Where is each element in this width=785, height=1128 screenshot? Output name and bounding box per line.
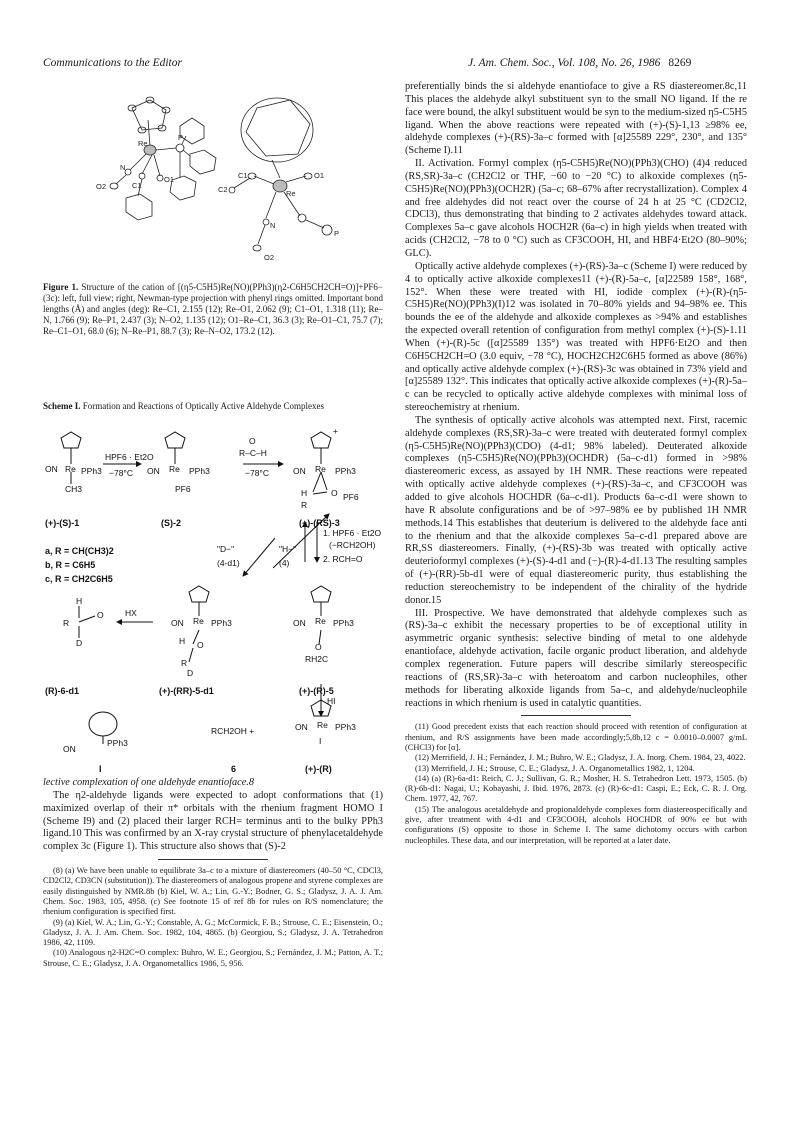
s-pph3-2: PPh3 (189, 466, 210, 476)
s-c6: 6 (231, 764, 237, 774)
s-c3: (+)-(RS)-3 (299, 518, 340, 528)
s-o-5: O (315, 642, 322, 652)
label-re-right: Re (286, 189, 296, 198)
figure-1-caption-text: Structure of the cation of [(η5-C5H5)Re(NO)(PPh3)(η2-C6H5CH2CH=O)]+PF6− (3c): left, full view; right, Newman-type projection with phenyl rings omitted. Important bond lengths (Å) and angles (deg): Re–C1, 2.155 (12); Re–O1, 2.062 (9); C1–O1, 1.318 (11); Re–N, 1.766 (9); Re–P1, 2.437 (3); N–O2, 1.135 (12); O1–Re–C1, 36.3 (3); Re–O1–C1, 75.7 (7); Re–C1–O1, 68.0 (6); N–Re–P1, 88.7 (3); Re–N–O2, 173.2 (12). (43, 282, 383, 337)
s-re-3: Re (315, 464, 326, 474)
label-o1: O1 (164, 175, 175, 184)
label-n-right: N (270, 221, 276, 230)
footnote-12: (12) Merrifield, J. H.; Fernández, J. M.; Buhro, W. E.; Gladysz, J. A. Inorg. Chem. 1984, 23, 4022. (415, 753, 746, 763)
left-paragraph-2: The η2-aldehyde ligands were expected to adopt conformations that (1) maximized overlap of their π* orbitals with the rhenium fragment HOMO I (Scheme I9) and (2) placed their larger RCH= terminus anti to the bulky PPh3 ligand.10 This was confirmed by an X-ray crystal structure of phenylacetaldehyde complex 3c (Figure 1). This structure also shows that (S)-2 (43, 789, 383, 853)
running-header-right (468, 57, 691, 69)
s-on-1: ON (45, 464, 58, 474)
scheme-title (43, 401, 383, 412)
label-c2-right: C2 (218, 185, 228, 194)
label-o2-right: O2 (264, 253, 275, 262)
s-c1: (+)-(S)-1 (45, 518, 80, 528)
s-o-3: O (331, 488, 338, 498)
s-rch2oh: RCH2OH + (211, 726, 255, 736)
s-d4: (4-d1) (217, 558, 240, 568)
s-re-IR: Re (317, 720, 328, 730)
s-o-5d: O (197, 640, 204, 650)
s-hpf6: HPF6 · Et2O (105, 452, 154, 462)
page-number: 8269 (668, 57, 692, 69)
s-on-3: ON (293, 466, 306, 476)
s-re-5d: Re (193, 616, 204, 626)
s-aldehyde: R–C–H (239, 448, 267, 458)
s-pph3-1: PPh3 (81, 466, 102, 476)
s-h4: (4) (279, 558, 290, 568)
s-subst-a: a, R = CH(CH3)2 (45, 546, 114, 556)
footnote-9: (9) (a) Kiel, W. A.; Lin, G.-Y.; Constable, A. G.; McCormick, F. B.; Strouse, C. E.; Eisenstein, O.; Gladysz, J. A. J. Am. Chem. Soc. 1982, 104, 4865. (b) Georgiou, S.; Gladysz, J. A. Tetrahedron 1986, 42, 1109. (43, 917, 383, 948)
footnote-15: (15) The analogous acetaldehyde and propionaldehyde complexes form diastereospecifically and give, after treatment with 4-d1 and CF3COOH, alcohols HOCHDR of 90% ee but with configurations (S) opposite to those in Scheme I. The same dichotomy occurs with carbon nucleophiles. These data, and our interpretation, will be reported at a later date. (405, 804, 747, 845)
s-d-6: D (76, 638, 83, 648)
s-pph3-IR: PPh3 (335, 722, 356, 732)
footnote-11: (11) Good precedent exists that each reaction should proceed with retention of configuration at rhenium, and R/S assignments have been made accordingly;5,8b,12 c = 0.0010–0.0007 g/mL (CHCl3) for [α]. (405, 722, 747, 752)
s-plus-3: + (333, 426, 338, 436)
s-step1: 1. HPF6 · Et2O (323, 528, 382, 538)
s-h-3: H (301, 488, 308, 498)
label-o1-right: O1 (314, 171, 325, 180)
footnote-10: (10) Analogous η2-H2C=O complex: Buhro, W. E.; Georgiou, S.; Fernández, J. M.; Patton, A. T.; Strouse, C. E.; Gladysz, J. A. Organometallics 1986, 5, 956. (43, 948, 383, 968)
s-c6d: (R)-6-d1 (45, 686, 79, 696)
footnote-rule-left (158, 859, 268, 860)
s-step2: 2. RCH=O (323, 554, 363, 564)
footnote-13: (13) Merrifield, J. H.; Strouse, C. E.; Gladysz, J. A. Organometallics 1982, 1, 1204. (415, 763, 695, 773)
s-ch3: CH3 (65, 484, 83, 494)
s-on-5: ON (293, 618, 306, 628)
label-p: P (178, 133, 184, 142)
s-d-5d: D (187, 668, 194, 678)
s-r-5d: R (181, 658, 188, 668)
s-pph3-5d: PPh3 (211, 618, 232, 628)
s-on-5d: ON (171, 618, 184, 628)
right-paragraph-2: II. Activation. Formyl complex (η5-C5H5)Re(NO)(PPh3)(CHO) (4)4 reduced (RS,SR)-3a–c (CH2Cl2 or THF, −60 to −20 °C) to alkoxide complexes (η5-C5H5)Re(NO)(PPh3)(OCH2R) (5a–c; 68–67% after recrystallization). Complex 4 and free aldehydes did not react over the course of 24 h at 25 °C (CD2Cl2, CDCl3), thus demonstrating that binding to 2 activates aldehydes toward attack. Complexes 5a–c gave alcohols HOCH2R (6a–c) in high yields when treated with acids (CH2Cl2, −78 to 0 °C) such as CF3COOH, HI, and HBF4·Et2O (80–90%; GLC). (405, 158, 747, 259)
s-minus78: −78°C (109, 468, 133, 478)
label-p-right: P (334, 229, 340, 238)
s-pf6-3: PF6 (343, 492, 359, 502)
s-c2: (S)-2 (161, 518, 181, 528)
s-re-2: Re (169, 464, 180, 474)
scheme-title-text: Formation and Reactions of Optically Active Aldehyde Complexes (82, 401, 324, 411)
right-paragraph-5: III. Prospective. We have demonstrated that aldehyde complexes such as (RS)-3a–c exhibit the necessary properties to be of exceptional utility in asymmetric organic synthesis: selective binding of metal to one aldehyde enantioface, aldehyde activation, facile organic product liberation, and aldehyde complex regeneration. Future papers will describe similarly stereospecific reactions of (RS,SR)-3a–c with heteroatom and carbon nucleophiles, other methods for liberating alkoxide ligands from 5a–c, and aldehyde/nucleophile reactions in which rhenium is used in catalytic quantities. (405, 607, 747, 709)
s-re-5: Re (315, 616, 326, 626)
label-o2: O2 (96, 182, 107, 191)
s-on-2: ON (147, 466, 160, 476)
scheme-1-drawing (43, 426, 383, 774)
s-subst-b: b, R = C6H5 (45, 560, 96, 570)
left-paragraph-1: lective complexation of one aldehyde enantioface.8 (43, 777, 255, 788)
right-paragraph-3: Optically active aldehyde complexes (+)-(RS)-3a–c (Scheme I) were reduced by 4 to optically active alkoxide complexes11 (+)-(R)-5a–c, [α]22589 158°, 168°, 152°. When these were treated with HI, iodide complex (+)-(R)-(η5-C5H5)Re(NO)(PPh3)(I)12 was isolated in 70–80% yields and 94–98% ee. This bounds the ee of the aldehyde and alkoxide complexes as >94% and establishes the expected overall retention of configuration from methyl complex (+)-(S)-1.11 When (+)-(R)-5c ([α]25589 135°) was treated with HPF6·Et2O and then C6H5CH2CH=O (3.0 equiv, −78 °C), HOCH2CH2C6H5 formed as above (86%) and optically active aldehyde complex (+)-(RS)-3c was obtained in 73% yield and [α]25589 132°. This indicates that optically active alkoxide complexes (+)-(R)-5a–c can be recycled to optically active aldehyde complexes with minimal loss of stereochemistry at rhenium. (405, 260, 747, 414)
s-c5: (+)-(R)-5 (299, 686, 334, 696)
s-pph3-3: PPh3 (335, 466, 356, 476)
journal-citation: J. Am. Chem. Soc., Vol. 108, No. 26, 1986 (468, 57, 661, 69)
s-r-6: R (63, 618, 70, 628)
running-header-left: Communications to the Editor (43, 57, 182, 69)
s-pph3-I: PPh3 (107, 738, 128, 748)
s-d-minus: "D−" (217, 544, 235, 554)
footnote-rule-right (521, 715, 631, 716)
label-n: N (120, 163, 126, 172)
s-on-I: ON (63, 744, 76, 754)
left-footnotes (43, 866, 383, 969)
right-paragraph-4: The synthesis of optically active alcohols was attempted next. First, racemic aldehyde complexes (RS,SR)-3a–c were treated with deuterated formyl complex (η5-C5H5)Re(NO)(PPh3)(CDO) (4-d1; 98% labeled). Deuterated alkoxide complexes (η5-C5H5)Re(NO)(PPh3)(OCHDR) (5a–c-d1) formed in >98% diastereomeric excess, as assayed by 1H NMR. These reactions were repeated with optically active aldehyde complexes (+)-(RS)-3a–c, and CF3COOH was added to give alcohols HOCHDR (6a–c-d1). Products 6a–c-d1 were shown to have R absolute configurations and be of >97–98% ee by published 1H NMR methods.14 This establishes that deuterium is delivered to the aldehyde face anti to the rhenium and that the alkoxide complexes 5a–c-d1 prepared above are RR,SS diastereomers. Finally, (+)-(RS)-3b was treated with optically active deuterioformyl complexes (+)-(S)-4-d1 and (−)-(R)-4-d1.13 The resulting samples of (+)-(RR)-5b-d1 were of equal diastereomeric purity, thus establishing the reduction stereochemistry to be independent of the chirality of the hydride donor.15 (405, 414, 747, 606)
s-h-5d: H (179, 636, 186, 646)
s-step1b: (−RCH2OH) (329, 540, 376, 550)
s-subst-c: c, R = CH2C6H5 (45, 574, 113, 584)
footnote-14: (14) (a) (R)-6a-d1: Reich, C. J.; Sullivan, G. R.; Mosher, H. S. Tetrahedron Lett. 1973, 1505. (b) (R)-6b-d1: Nagai, U.; Kobayashi, J. Ibid. 1976, 2873. (c) (R)-6c-d1: Caspi, E.; Eck, C. R. J. Org. Chem. 1977, 42, 767. (405, 773, 747, 804)
figure-1-label: Figure 1. (43, 282, 79, 292)
s-pf6-2: PF6 (175, 484, 191, 494)
s-minus78b: −78°C (245, 468, 269, 478)
s-c5d: (+)-(RR)-5-d1 (159, 686, 214, 696)
s-pph3-5: PPh3 (333, 618, 354, 628)
scheme-label: Scheme I. (43, 401, 81, 411)
label-c1-right: C1 (238, 171, 248, 180)
s-i-IR: I (319, 736, 322, 746)
s-cI: I (99, 764, 102, 774)
s-r-3: R (301, 500, 308, 510)
s-on-IR: ON (295, 722, 308, 732)
right-paragraph-1: preferentially binds the si aldehyde enantioface to give a RS diastereomer.8c,11 This places the aldehyde alkyl substituent syn to the small NO ligand. If the re face were bound, the alkyl substituent would be syn to the medium-sized η5-C5H5 ligand. When the above reactions were repeated with (+)-(S)-1,13 ≥98% ee, aldehyde complexes (+)-(RS)-3a–c formed with [α]25589 229°, 230°, and 135° (Scheme I).11 (405, 81, 747, 157)
s-hx: HX (125, 608, 137, 618)
footnote-8: (8) (a) We have been unable to equilibrate 3a–c to a mixture of diastereomers (40–50 °C, CDCl3, CD2Cl2, CD3CN (substitution)). The diastereomers of analogous propene and styrene complexes are easily distinguished by NMR.8b (b) Kiel, W. A.; Lin, G.-Y.; Bodner, G. S.; Gladysz, J. A. J. Am. Chem. Soc. 1983, 105, 4958. (c) See footnote 15 of ref 8b for rules on R/S nomenclature; the rhenium configuration is specified first. (43, 866, 383, 917)
s-o-6: O (97, 610, 104, 620)
label-re: Re (138, 139, 148, 148)
s-h-6: H (76, 596, 83, 606)
figure-1-ortep (62, 78, 367, 278)
label-c1: C1 (132, 181, 142, 190)
figure-1-caption (43, 282, 383, 337)
right-body-text (405, 81, 747, 846)
s-h-minus: "H−" (279, 544, 297, 554)
s-aldehyde-o: O (249, 436, 256, 446)
left-body-text (43, 777, 383, 969)
right-footnotes (405, 722, 747, 846)
s-re-1: Re (65, 464, 76, 474)
s-cIR: (+)-(R) (305, 764, 332, 774)
s-hi: HI (327, 696, 336, 706)
s-rh2c-5: RH2C (305, 654, 329, 664)
